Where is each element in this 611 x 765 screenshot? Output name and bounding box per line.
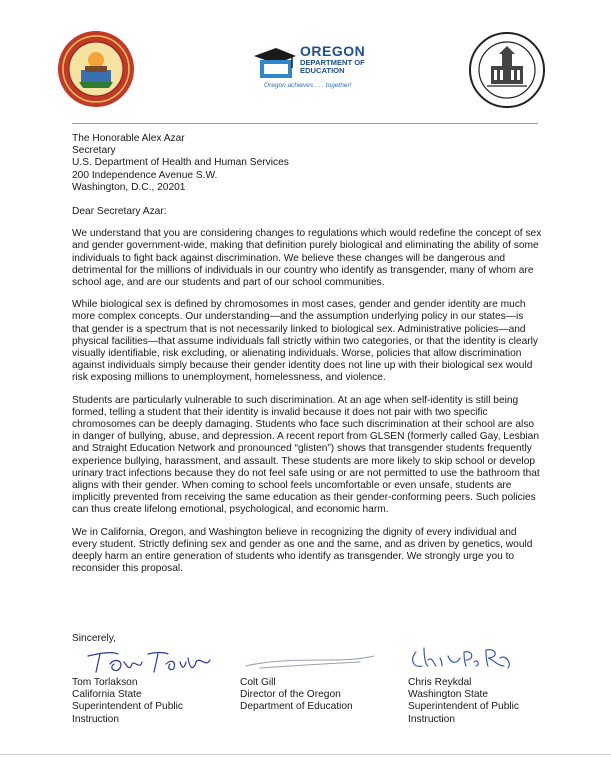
paragraph: We understand that you are considering changes to regulations which would redefine the concept of sex and gender government-wide, making that definition purely biological and eliminating the ability of some individuals to fight back against discrimination. We believe these changes will be dangerous and detrimental for the millions of individuals in our country who identify as transgender, many of whom are school age, and are our students and part of our school communities.: [72, 228, 542, 289]
signatory-title: Instruction: [408, 713, 455, 725]
signatory-title: Washington State: [408, 689, 489, 701]
signatory-title: California State: [72, 689, 142, 701]
california-seal-icon: [57, 30, 135, 108]
signature-tom-torlakson: [84, 648, 214, 676]
salutation: Dear Secretary Azar:: [72, 206, 167, 218]
header-divider: [72, 123, 538, 124]
signatory-title: Director of the Oregon: [240, 689, 341, 701]
signatory-name: Chris Reykdal: [408, 677, 472, 688]
signatory-name: Colt Gill: [240, 677, 276, 688]
signatory-title: Superintendent of Public: [72, 701, 184, 713]
paragraph: We in California, Oregon, and Washington believe in recognizing the dignity of every individual and every student. Strictly defining sex and gender as one and the same, and as driven by genetics, would deeply harm an entire generation of students who identify as transgender. We strongly urge you to reconsider this proposal.: [72, 526, 533, 575]
page-bottom-edge: [0, 754, 611, 755]
signatory-title: Superintendent of Public: [408, 701, 520, 713]
recipient-line: Washington, D.C., 20201: [72, 181, 186, 193]
oregon-logo-name: OREGON: [300, 43, 366, 59]
oregon-education-logo: [252, 44, 382, 94]
signature-chris-reykdal: [408, 644, 518, 674]
recipient-line: U.S. Department of Health and Human Services: [72, 157, 289, 169]
signatory-block: [240, 677, 353, 714]
signatory-block: [408, 677, 519, 726]
oregon-logo-sub-2: EDUCATION: [300, 66, 345, 75]
signatory-name: Tom Torlakson: [72, 677, 138, 688]
paragraph: While biological sex is defined by chromosomes in most cases, gender and gender identity are much more complex concepts. Our understanding—and the assumption underlying policy in our states—is that gender is a spectrum that is not necessarily linked to biological sex. Administrative policies—and physical facilities—that assume individuals fall strictly within two categories, or that the identity is clearly visually identifiable, risk excluding, or alienating individuals. Worse, policies that allow discrimination against individuals simply because their gender identity does not line up with their biological sex would risk exposing millions to unemployment, homelessness, and violence.: [72, 299, 538, 384]
paragraph: Students are particularly vulnerable to such discrimination. At an age when self-identity is still being formed, telling a student that their identity is invalid because it does not pair with two specific chromosomes can be deeply damaging. Students who face such discrimination at their school are also in danger of bullying, abuse, and depression. A recent report from GLSEN (formerly called Gay, Lesbian and Straight Education Network and pronounced “glisten”) shows that transgender students frequently experience bullying, harassment, and assault. These students are more likely to skip school or develop urinary tract infections because they do not feel safe using or are not permitted to use the bathroom that aligns with their gender. When coming to school feels uncomfortable or even unsafe, students are implicitly prevented from receiving the same education as their gender-conforming peers. Such policies can thus create lifelong emotional, psychological, and economic harm.: [72, 394, 540, 516]
recipient-address: [72, 133, 542, 194]
signatory-block: [72, 677, 183, 726]
letter-body: [72, 133, 542, 576]
signatory-title: Instruction: [72, 713, 119, 725]
graduation-cap-icon: [252, 46, 298, 80]
signature-colt-gill: [240, 652, 380, 674]
closing: Sincerely,: [72, 633, 116, 644]
oregon-logo-sub-1: DEPARTMENT OF: [300, 58, 365, 67]
recipient-line: The Honorable Alex Azar: [72, 133, 185, 144]
recipient-line: Secretary: [72, 145, 116, 157]
oregon-logo-tagline: Oregon achieves . . . together!: [264, 82, 352, 89]
washington-seal-icon: [469, 32, 545, 108]
signatory-title: Department of Education: [240, 701, 353, 713]
recipient-line: 200 Independence Avenue S.W.: [72, 169, 218, 181]
